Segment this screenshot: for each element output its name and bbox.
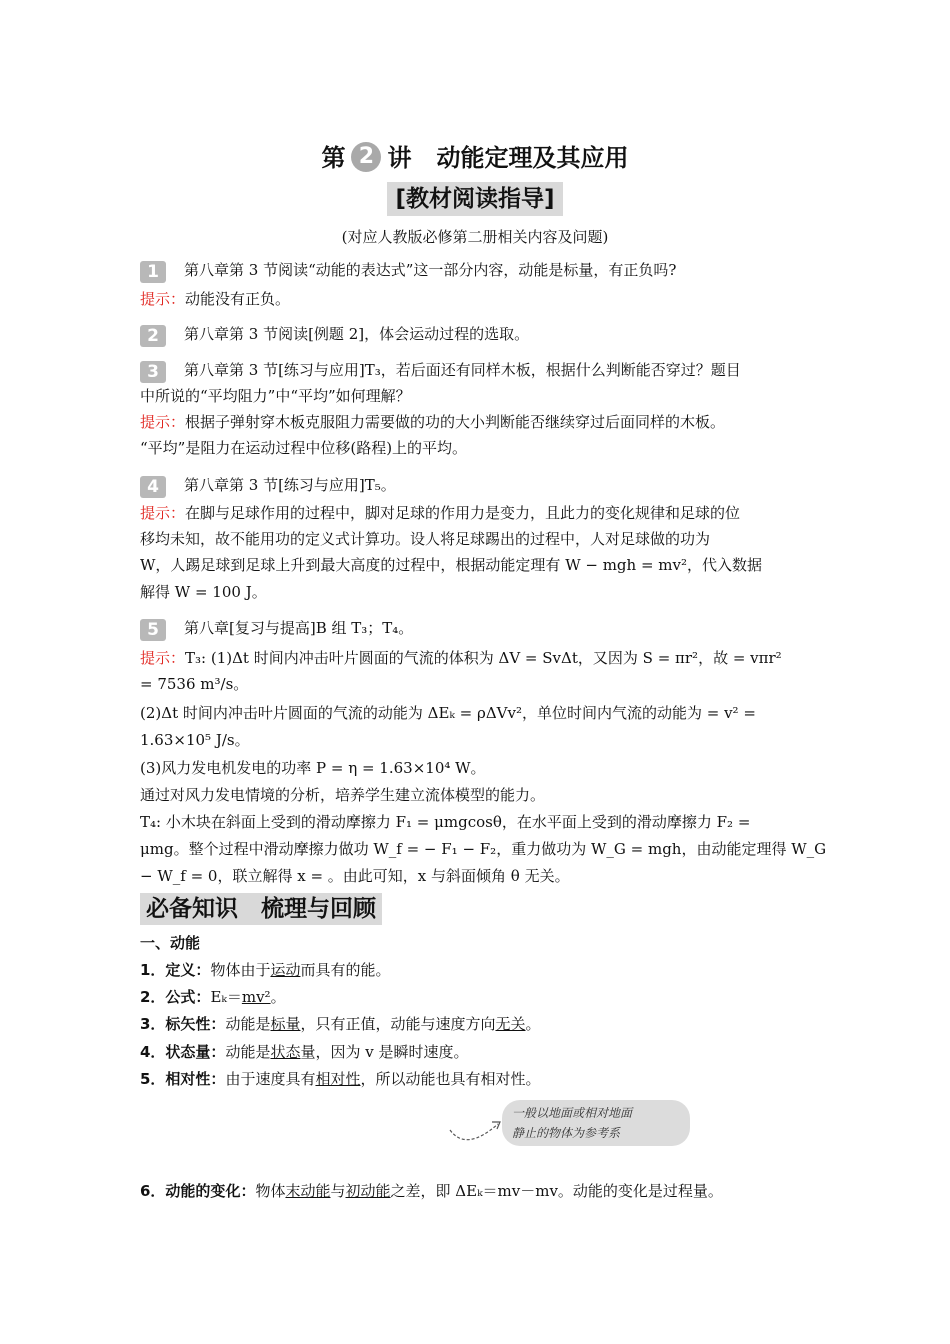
item-number-badge: 5 (140, 619, 166, 641)
blank-answer: 初动能 (345, 1182, 391, 1200)
item-3-cont: 中所说的“平均阻力”中“平均”如何理解？ (140, 387, 411, 405)
hint-4: 提示：在脚与足球作用的过程中，脚对足球的作用力是变力，且此力的变化规律和足球的位 (140, 504, 741, 522)
item-5: 5 第八章[复习与提高]B 组 T₃；T₄。 (140, 615, 812, 641)
blank-answer: mv² (241, 988, 271, 1006)
knowledge-3: 3．标矢性：动能是标量，只有正值，动能与速度方向无关。 (140, 1015, 541, 1033)
blank-answer: 标量 (270, 1015, 301, 1033)
hint-5-line-3: (2)Δt 时间内冲击叶片圆面的气流的动能为 ΔEₖ = ρΔVv²，单位时间内气流的动能为 = v² = (140, 704, 756, 722)
subsection-heading: 一、动能 (140, 934, 201, 952)
hint-label: 提示： (140, 290, 186, 308)
section-heading: 必备知识 梳理与回顾 (140, 893, 382, 925)
blank-answer: 状态 (270, 1043, 301, 1061)
knowledge-2: 2．公式：Eₖ＝mv²。 (140, 988, 286, 1006)
blank-answer: 无关 (495, 1015, 526, 1033)
lecture-prefix: 第 (321, 144, 346, 172)
blank-answer: 末动能 (285, 1182, 331, 1200)
knowledge-6: 6．动能的变化：物体末动能与初动能之差，即 ΔEₖ＝mv－mv。动能的变化是过程量。 (140, 1182, 723, 1200)
item-number-badge: 3 (140, 361, 166, 383)
lecture-title (0, 140, 950, 176)
blank-answer: 运动 (270, 961, 301, 979)
guide-title: [教材阅读指导] (0, 182, 950, 216)
hint-3: 提示：根据子弹射穿木板克服阻力需要做的功的大小判断能否继续穿过后面同样的木板。 (140, 413, 726, 431)
hint-label: 提示： (140, 649, 186, 667)
hint-5-line-8: μmg。整个过程中滑动摩擦力做功 W_f = − F₁ − F₂，重力做功为 W_G = mgh，由动能定理得 W_G (140, 840, 827, 858)
item-4: 4 第八章第 3 节[练习与应用]T₅。 (140, 472, 812, 498)
hint-1: 提示：动能没有正负。 (140, 290, 291, 308)
lecture-title-text: 动能定理及其应用 (436, 144, 629, 172)
knowledge-1: 1．定义：物体由于运动而具有的能。 (140, 961, 391, 979)
item-2: 2 第八章第 3 节阅读[例题 2]，体会运动过程的选取。 (140, 321, 812, 347)
reference-frame-callout: 一般以地面或相对地面 静止的物体为参考系 (502, 1100, 690, 1146)
hint-label: 提示： (140, 504, 186, 522)
hint-5-line-4: 1.63×10⁵ J/s。 (140, 731, 250, 749)
hint-5-line-7: T₄: 小木块在斜面上受到的滑动摩擦力 F₁ = μmgcosθ，在水平面上受到的滑动摩擦力 F₂ = (140, 813, 751, 831)
item-number-badge: 4 (140, 476, 166, 498)
hint-4-line-2: 移均未知，故不能用功的定义式计算功。设人将足球踢出的过程中，人对足球做的功为 (140, 530, 711, 548)
hint-5-line-5: (3)风力发电机发电的功率 P = η = 1.63×10⁴ W。 (140, 759, 486, 777)
hint-5-line-2: = 7536 m³/s。 (140, 675, 249, 693)
item-3: 3 第八章第 3 节[练习与应用]T₃，若后面还有同样木板，根据什么判断能否穿过？题目 (140, 357, 812, 383)
hint-5-line-6: 通过对风力发电情境的分析，培养学生建立流体模型的能力。 (140, 786, 546, 804)
hint-3-cont: “平均”是阻力在运动过程中位移(路程)上的平均。 (140, 439, 468, 457)
hint-4-line-3: W，人踢足球到足球上升到最大高度的过程中，根据动能定理有 W − mgh = mv²，代入数据 (140, 556, 763, 574)
blank-answer: 相对性 (315, 1070, 361, 1088)
hint-4-line-4: 解得 W = 100 J。 (140, 583, 267, 601)
hint-5: 提示：T₃: (1)Δt 时间内冲击叶片圆面的气流的体积为 ΔV = SvΔt，又因为 S = πr²，故 = vπr² (140, 649, 782, 667)
item-number-badge: 1 (140, 261, 166, 283)
item-1: 1 第八章第 3 节阅读“动能的表达式”这一部分内容，动能是标量，有正负吗? (140, 257, 812, 283)
hint-label: 提示： (140, 413, 186, 431)
item-number-badge: 2 (140, 325, 166, 347)
knowledge-4: 4．状态量：动能是状态量，因为 v 是瞬时速度。 (140, 1043, 469, 1061)
lecture-suffix: 讲 (387, 144, 412, 172)
knowledge-5: 5．相对性：由于速度具有相对性，所以动能也具有相对性。 (140, 1070, 541, 1088)
guide-note: (对应人教版必修第二册相关内容及问题) (341, 228, 609, 246)
callout-arrow-icon (448, 1112, 506, 1146)
lecture-number-badge: 2 (351, 142, 381, 172)
hint-5-line-9: − W_f = 0，联立解得 x = 。由此可知，x 与斜面倾角 θ 无关。 (140, 867, 570, 885)
